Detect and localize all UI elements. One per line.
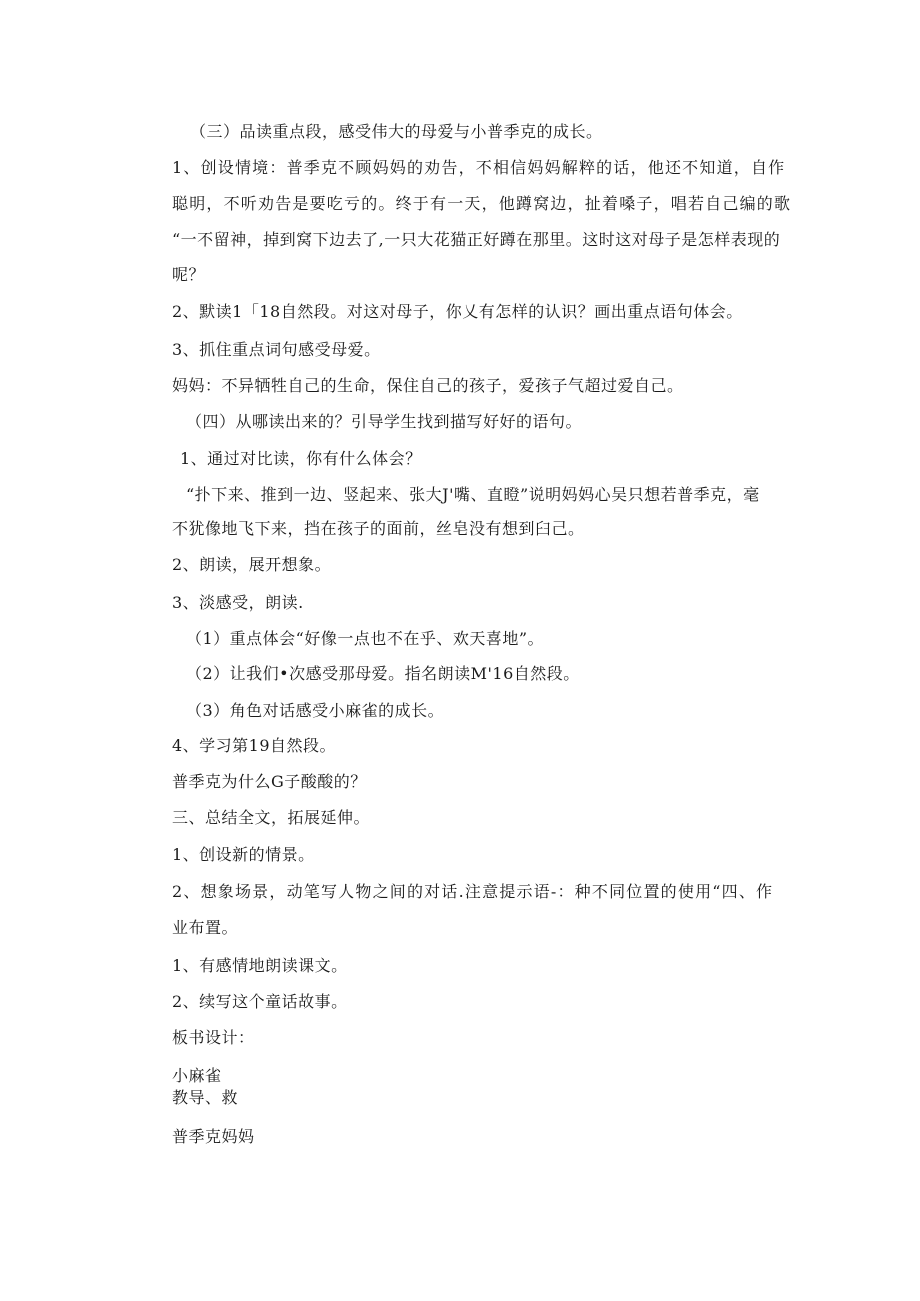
section-heading-3: （三）品读重点段，感受伟大的母爱与小普季克的成长。 (190, 122, 603, 141)
board-item: 教导、救 (172, 1088, 239, 1107)
paragraph-line: 聪明，不听劝告是要吃亏的。终于有一天，他蹲窝边，扯着嗓子，唱若自己编的歌 (172, 194, 792, 213)
paragraph-line: 1、创设新的情景。 (172, 845, 315, 864)
paragraph-line: 1、通过对比读，你有什么体会？ (180, 449, 422, 468)
section-heading-4: （四）从哪读出来的？引导学生找到描写好好的语句。 (186, 412, 583, 431)
paragraph-line: 1、创设情境：普季克不顾妈妈的劝告，不相信妈妈解粹的话，他还不知道，自作 (172, 158, 786, 177)
paragraph-line: 2、续写这个童话故事。 (172, 992, 348, 1011)
paragraph-line: 4、学习第19自然段。 (172, 736, 337, 755)
paragraph-line: 业布置。 (172, 918, 239, 937)
paragraph-line: “一不留神，掉到窝下边去了,一只大花猫正好蹲在那里。这时这对母子是怎样表现的 (172, 230, 781, 249)
paragraph-line: 2、默读1「18自然段。对这对母子，你乂有怎样的认识？画出重点语句体会。 (172, 302, 743, 321)
paragraph-line: 普季克为什么G子酸酸的？ (172, 772, 367, 791)
sub-item: （2）让我们•次感受那母爱。指名朗读M'16自然段。 (186, 664, 580, 683)
section-heading-summary: 三、总结全文，拓展延伸。 (172, 808, 371, 827)
paragraph-line: 3、淡感受，朗读. (172, 593, 304, 612)
paragraph-line: 妈妈：不异牺牲自己的生命，保住自己的孩子，爱孩子气超过爱自己。 (172, 376, 684, 395)
paragraph-line: 2、朗读，展开想象。 (172, 555, 332, 574)
paragraph-line: 呢？ (172, 265, 206, 284)
paragraph-line: 不犹像地飞下来，挡在孩子的面前，丝皂没有想到臼己。 (172, 519, 585, 538)
paragraph-line: 3、抓住重点词句感受母爱。 (172, 340, 381, 359)
sub-item: （1）重点体会“好像一点也不在乎、欢天喜地”。 (186, 629, 545, 648)
sub-item: （3）角色对话感受小麻雀的成长。 (186, 701, 445, 720)
board-item: 普季克妈妈 (172, 1127, 255, 1146)
board-design-label: 板书设计： (172, 1028, 255, 1047)
paragraph-line: 2、想象场景，动笔写人物之间的对话.注意提示语-：种不同位置的使用“四、作 (172, 882, 774, 901)
paragraph-line: 1、有感情地朗读课文。 (172, 956, 348, 975)
paragraph-line: “扑下来、推到一边、竖起来、张大J'嘴、直瞪”说明妈妈心吴只想若普季克，毫 (186, 485, 760, 504)
board-item: 小麻雀 (172, 1066, 222, 1085)
